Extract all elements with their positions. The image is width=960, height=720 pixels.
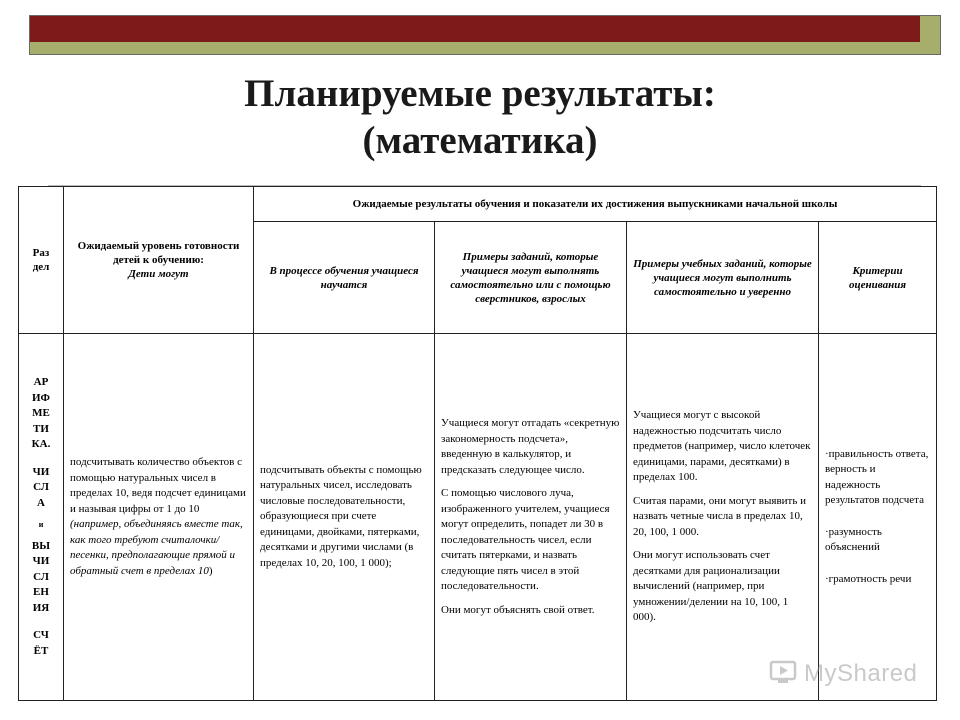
tasks-cell [627, 334, 819, 701]
header-examples-label: Примеры заданий, которые учащиеся могут выполнять самостоятельно или с помощью сверстников, взрослых [450, 250, 611, 305]
section-line: СЧ [33, 629, 49, 641]
section-line: МЕ [32, 407, 50, 419]
tasks-paragraph-2: Считая парами, они могут выявить и назвать четные числа в пределах 10, 20, 100, 1 000. [633, 494, 806, 538]
header-tasks-label: Примеры учебных заданий, которые учащиеся могут выполнить самостоятельно и уверенно [633, 257, 812, 298]
criteria-cell [819, 334, 937, 701]
learn-text: подсчитывать объекты с помощью натуральных чисел, исследовать числовые последовательности, образующиеся при счете единицами, двойками, пятерками, десятками и другими числами (в пределах 10, 20, 100, 1 000); [260, 463, 422, 569]
header-readiness-cell [64, 187, 254, 334]
watermark-text: MyShared [804, 660, 918, 687]
criteria-item-1: ·правильность ответа, верность и надежность результатов подсчета [825, 447, 929, 507]
section-line: ЧИ [32, 465, 50, 478]
header-learn-cell [254, 222, 435, 334]
header-criteria-label: Критерии оценивания [849, 264, 906, 291]
section-line: А [37, 496, 45, 509]
section-line: и [38, 520, 44, 529]
tasks-paragraph-3: Они могут использовать счет десятками для рационализации вычислений (например, при умножении/делении на 10, 100, 1 000). [633, 549, 789, 624]
header-criteria-cell [819, 222, 937, 334]
section-line: ЕН [33, 586, 49, 598]
header-section-cell [19, 187, 64, 334]
section-line: ИЯ [32, 601, 50, 614]
slide-title [0, 70, 960, 164]
section-spacer [25, 453, 57, 465]
header-learn-label: В процессе обучения учащиеся научатся [269, 264, 419, 291]
header-readiness-italic: Дети могут [128, 268, 189, 280]
header-section-line-1: Раз [32, 247, 50, 259]
title-line-2: (математика) [362, 119, 598, 162]
title-line-1: Планируемые результаты: [244, 72, 716, 115]
section-line: ИФ [31, 391, 50, 404]
section-line: АР [33, 376, 49, 388]
section-line: ЧИ [32, 555, 50, 567]
results-table [18, 186, 937, 701]
readiness-cell [64, 334, 254, 701]
header-bar [29, 15, 941, 55]
criteria-item-3: ·грамотность речи [825, 572, 912, 585]
readiness-close: ) [208, 564, 213, 577]
readiness-italic: (например, объединяясь вместе так, как того требуют считалочки/песенки, предполагающие прямой и обратный счет в пределах 10 [70, 518, 243, 577]
header-results-cell: Ожидаемые результаты обучения и показатели их достижения выпускниками начальной школы [254, 187, 937, 222]
section-line: ТИ [33, 422, 49, 435]
table-row-arithmetic [19, 334, 937, 701]
header-examples-cell [435, 222, 627, 334]
readiness-text: подсчитывать количество объектов с помощью натуральных чисел в пределах 10, ведя подсчет единицами и называя цифры от 1 до 10 [70, 456, 246, 515]
learn-cell [254, 334, 435, 701]
header-accent-block [920, 16, 940, 54]
examples-cell [435, 334, 627, 701]
section-cell [19, 334, 64, 701]
table-header-row-1 [19, 187, 937, 222]
examples-paragraph-3: Они могут объяснять свой ответ. [441, 603, 595, 616]
section-line: ВЫ [31, 539, 51, 552]
section-spacer [25, 616, 57, 628]
section-line: СЛ [33, 481, 49, 493]
section-line: КА. [31, 438, 51, 450]
header-section-line-2: дел [32, 261, 50, 273]
header-readiness-label: Ожидаемый уровень готовности детей к обучению: [77, 240, 240, 266]
examples-paragraph-2: С помощью числового луча, изображенного учителем, учащиеся могут определить, попадет ли 30 в последовательность чисел, если считать пятерками, и назвать следующие пять чисел в этой последовательности. [441, 487, 610, 592]
criteria-item-2: ·разумность объяснений [825, 525, 882, 554]
header-stripe [30, 42, 920, 54]
examples-paragraph-1: Учащиеся могут отгадать «секретную закономерность подсчета», введенную в калькулятор, и предсказать следующее число. [441, 417, 620, 476]
tasks-paragraph-1: Учащиеся могут с высокой надежностью подсчитать число предметов (например, число клеточек единицами, парами, десятками) в пределах 100. [633, 409, 811, 484]
section-line: СЛ [33, 570, 49, 583]
header-tasks-cell [627, 222, 819, 334]
section-line: ЁТ [33, 644, 49, 657]
